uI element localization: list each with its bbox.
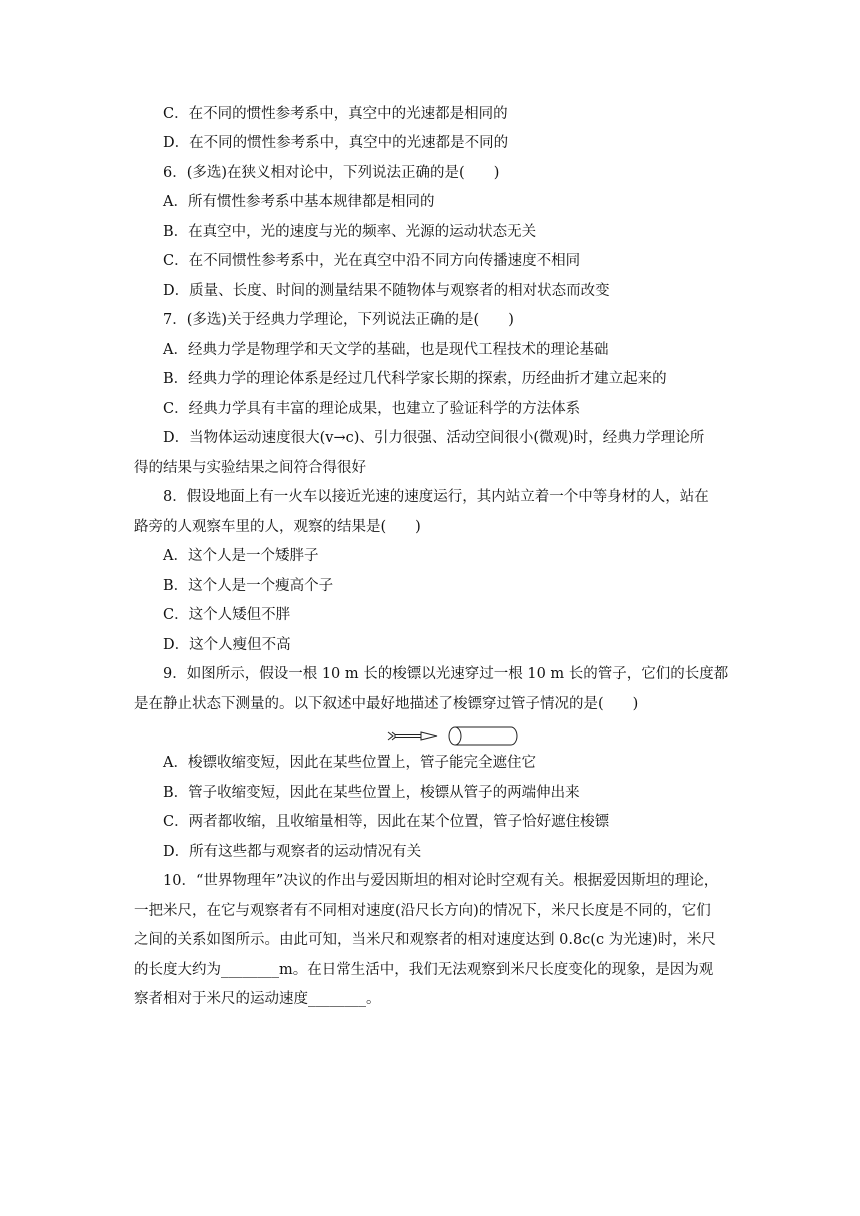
q5-option-c: C．在不同的惯性参考系中，真空中的光速都是相同的 xyxy=(163,106,508,122)
q6-option-a: A．所有惯性参考系中基本规律都是相同的 xyxy=(163,194,435,210)
q6-stem: 6．(多选)在狭义相对论中，下列说法正确的是( ) xyxy=(163,165,500,181)
q9-option-a: A．梭镖收缩变短，因此在某些位置上，管子能完全遮住它 xyxy=(163,755,536,771)
q6-option-d: D．质量、长度、时间的测量结果不随物体与观察者的相对状态而改变 xyxy=(163,283,610,299)
q7-option-c: C．经典力学具有丰富的理论成果，也建立了验证科学的方法体系 xyxy=(163,401,581,417)
q5-option-d: D．在不同的惯性参考系中，真空中的光速都是不同的 xyxy=(163,135,509,151)
q7-option-b: B．经典力学的理论体系是经过几代科学家长期的探索，历经曲折才建立起来的 xyxy=(163,371,667,387)
spear-and-tube-figure xyxy=(385,722,520,750)
q6-option-c: C．在不同惯性参考系中，光在真空中沿不同方向传播速度不相同 xyxy=(163,253,581,269)
q8-option-d: D．这个人瘦但不高 xyxy=(163,637,291,653)
q6-option-b: B．在真空中，光的速度与光的频率、光源的运动状态无关 xyxy=(163,224,537,240)
tube-icon xyxy=(449,727,517,745)
spear-icon xyxy=(388,732,437,740)
q9-option-d: D．所有这些都与观察者的运动情况有关 xyxy=(163,844,422,860)
q10-stem-line2: 一把米尺，在它与观察者有不同相对速度(沿尺长方向)的情况下，米尺长度是不同的，它们 xyxy=(134,903,711,919)
q8-option-a: A．这个人是一个矮胖子 xyxy=(163,548,319,564)
q8-option-b: B．这个人是一个瘦高个子 xyxy=(163,578,334,594)
q8-option-c: C．这个人矮但不胖 xyxy=(163,607,291,623)
q9-stem-line2: 是在静止状态下测量的。以下叙述中最好地描述了梭镖穿过管子情况的是( ) xyxy=(134,696,639,712)
q10-stem-line1: 10．“世界物理年”决议的作出与爱因斯坦的相对论时空观有关。根据爱因斯坦的理论， xyxy=(163,873,719,889)
q8-stem-line2: 路旁的人观察车里的人，观察的结果是( ) xyxy=(134,519,421,535)
q7-option-a: A．经典力学是物理学和天文学的基础，也是现代工程技术的理论基础 xyxy=(163,342,609,358)
q9-option-c: C．两者都收缩，且收缩量相等，因此在某个位置，管子恰好遮住梭镖 xyxy=(163,814,610,830)
q9-stem-line1: 9．如图所示，假设一根 10 m 长的梭镖以光速穿过一根 10 m 长的管子，它们的长度都 xyxy=(163,666,729,682)
q8-stem-line1: 8．假设地面上有一火车以接近光速的速度运行，其内站立着一个中等身材的人，站在 xyxy=(163,489,709,505)
q10-stem-line5: 察者相对于米尺的运动速度________。 xyxy=(134,991,381,1007)
q7-stem: 7．(多选)关于经典力学理论，下列说法正确的是( ) xyxy=(163,312,514,328)
q7-option-d-line2: 得的结果与实验结果之间符合得很好 xyxy=(134,460,366,476)
q10-stem-line3: 之间的关系如图所示。由此可知，当米尺和观察者的相对速度达到 0.8c(c 为光速)时，米尺 xyxy=(134,932,716,948)
q10-stem-line4: 的长度大约为________m。在日常生活中，我们无法观察到米尺长度变化的现象，是因为观 xyxy=(134,962,714,978)
q7-option-d-line1: D．当物体运动速度很大(v→c)、引力很强、活动空间很小(微观)时，经典力学理论所 xyxy=(163,430,705,446)
q9-option-b: B．管子收缩变短，因此在某些位置上，梭镖从管子的两端伸出来 xyxy=(163,785,580,801)
